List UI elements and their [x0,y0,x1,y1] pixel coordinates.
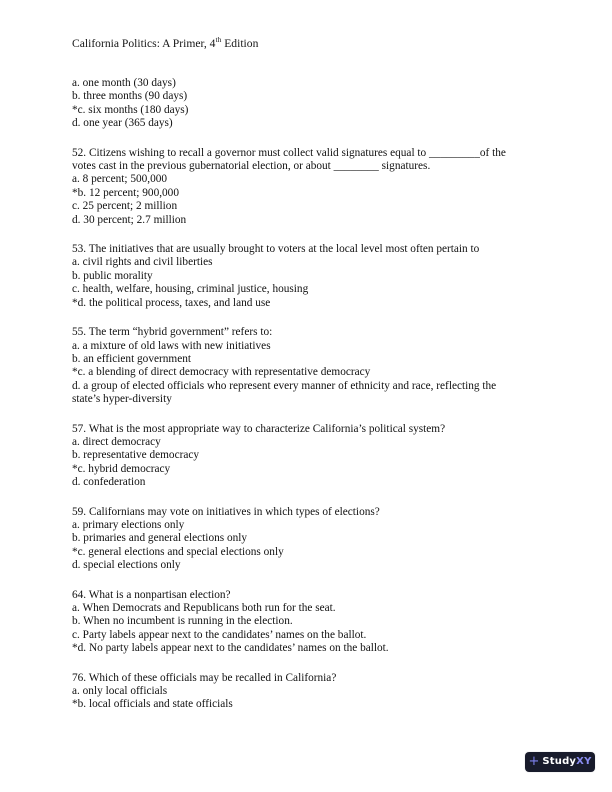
studyxy-watermark-badge[interactable] [525,752,595,772]
question-text: votes cast in the previous gubernatorial election, or about ________ signatures. [72,160,431,173]
page-title [72,37,558,51]
answer-option: d. special elections only [72,559,181,572]
answer-option-correct: *c. six months (180 days) [72,103,189,116]
answer-option-correct: *c. a blending of direct democracy with representative democracy [72,366,371,379]
answer-option-continuation: state’s hyper-diversity [72,393,172,406]
question-block-76 [72,672,558,712]
answer-option: a. 8 percent; 500,000 [72,173,168,186]
answer-option: b. representative democracy [72,449,200,462]
answer-option: b. an efficient government [72,352,191,365]
answer-option: c. Party labels appear next to the candidates’ names on the ballot. [72,628,367,641]
question-block-59 [72,506,558,573]
brand-name-primary: Study [542,756,577,767]
answer-option-correct: *c. general elections and special elections only [72,545,284,558]
question-block-53 [72,243,558,310]
question-text: 55. The term “hybrid government” refers to: [72,326,273,339]
page-title-superscript: th [215,35,222,45]
answer-option-correct: *c. hybrid democracy [72,462,171,475]
question-block-57 [72,423,558,490]
page-title-suffix: Edition [221,37,259,50]
answer-option: b. three months (90 days) [72,90,188,103]
question-text: 64. What is a nonpartisan election? [72,588,231,601]
answer-option-correct: *b. local officials and state officials [72,698,233,711]
answer-option-correct: *d. the political process, taxes, and land use [72,296,271,309]
question-text: 53. The initiatives that are usually brought to voters at the local level most often pertain to [72,243,480,256]
brand-name-accent: XY [576,756,592,767]
answer-options-block [72,77,558,131]
answer-option: a. primary elections only [72,518,185,531]
answer-option: c. 25 percent; 2 million [72,200,178,213]
answer-option: d. one year (365 days) [72,117,173,130]
page-title-text: California Politics: A Primer, 4 [72,37,216,50]
answer-option: a. civil rights and civil liberties [72,256,213,269]
question-text: 59. Californians may vote on initiatives in which types of elections? [72,505,380,518]
question-text: 57. What is the most appropriate way to characterize California’s political system? [72,422,446,435]
question-block-64 [72,589,558,656]
question-block-55 [72,326,558,406]
answer-option: d. 30 percent; 2.7 million [72,213,187,226]
answer-option: b. primaries and general elections only [72,532,248,545]
question-text: 76. Which of these officials may be recalled in California? [72,671,337,684]
answer-option: c. health, welfare, housing, criminal justice, housing [72,283,309,296]
page-content [72,37,558,728]
answer-option: d. confederation [72,476,146,489]
answer-option: b. public morality [72,269,153,282]
answer-option: a. a mixture of old laws with new initiatives [72,339,271,352]
answer-option: b. When no incumbent is running in the election. [72,615,293,628]
question-block-52 [72,147,558,227]
plus-icon: + [528,754,540,769]
brand-name [542,757,591,767]
answer-option-correct: *d. No party labels appear next to the candidates’ names on the ballot. [72,642,389,655]
answer-option: d. a group of elected officials who represent every manner of ethnicity and race, reflecting the [72,379,497,392]
answer-option: a. direct democracy [72,435,161,448]
answer-option: a. only local officials [72,685,168,698]
answer-option: a. one month (30 days) [72,77,176,89]
question-text: 52. Citizens wishing to recall a governor must collect valid signatures equal to _________of the [72,146,506,159]
answer-option: a. When Democrats and Republicans both run for the seat. [72,602,336,614]
answer-option-correct: *b. 12 percent; 900,000 [72,186,179,199]
